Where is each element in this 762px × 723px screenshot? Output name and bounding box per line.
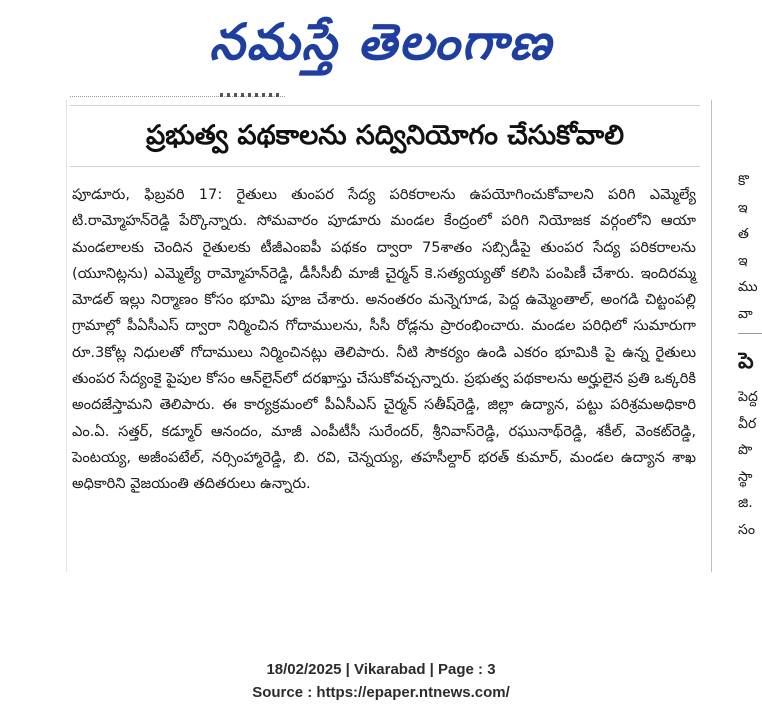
adjacent-headline: పె: [738, 349, 754, 374]
adjacent-divider: [738, 333, 762, 334]
previous-article-fragment: [70, 96, 285, 105]
adjacent-line: స్థా: [738, 468, 753, 485]
source-url: Source : https://epaper.ntnews.com/: [252, 684, 510, 701]
adjacent-column-fragment: [738, 168, 762, 543]
article-headline: ప్రభుత్వ పథకాలను సద్వినియోగం చేసుకోవాలి: [70, 105, 700, 167]
adjacent-line: ఇ: [738, 199, 748, 216]
adjacent-line: ఇ: [738, 252, 748, 269]
adjacent-line: వా: [738, 305, 753, 322]
adjacent-line: పెద్ద: [738, 389, 758, 405]
adjacent-line: త: [738, 226, 749, 242]
adjacent-line: సం: [738, 521, 755, 538]
adjacent-line: కొ: [738, 173, 749, 189]
edition-info: 18/02/2025 | Vikarabad | Page : 3: [266, 661, 496, 678]
newspaper-masthead: నమస్తే తెలంగాణ: [209, 13, 553, 71]
article-body: పూడూరు, ఫిబ్రవరి 17: రైతులు తుంపర సేద్య పరికరాలను ఉపయోగించుకోవాలని పరిగి ఎమ్మెల్యే టి.రామ్మోహన్‌రెడ్డి పేర్కొన్నారు. సోమవారం పూడూరు మండల కేంద్రంలో పరిగి నియోజక వర్గంలోని ఆయా మండలాలకు చెందిన రైతులకు టీజీఎంఐపీ పథకం ద్వారా 75శాతం సబ్సిడీపై తుంపర సేద్య పరికరాలను (యూనిట్లను) ఎమ్మెల్యే రామ్మోహన్‌రెడ్డి, డీసీసీబీ మాజీ చైర్మన్ కె.సత్యయ్యతో కలిసి పంపిణీ చేశారు. ఇందిరమ్మ మోడల్ ఇల్లు నిర్మాణం కోసం భూమి పూజ చేశారు. అనంతరం మన్నెగూడ, పెద్ద ఉమ్మెంతాల్, అంగడి చిట్టంపల్లి గ్రామాల్లో పీఏసీఎస్ ద్వారా నిర్మించిన గోదాములను, సీసీ రోడ్లను ప్రారంభించారు. మండల పరిధిలో సుమారుగా రూ.3కోట్ల నిధులతో గోదాములు నిర్మించినట్లు తెలిపారు. నీటి సౌకర్యం ఉండి ఎకరం భూమికి పై ఉన్న రైతులు తుంపర సేద్యంకై పైపుల కోసం ఆన్‌లైన్‌లో దరఖాస్తు చేసుకోవచ్చన్నారు. ప్రభుత్వ పథకాలను అర్హులైన ప్రతి ఒక్కరికి అందజేస్తామని తెలిపారు. ఈ కార్యక్రమంలో పీఏసీఎస్ చైర్మన్ సతీష్‌రెడ్డి, జిల్లా ఉద్యాన, పట్టు పరిశ్రమఅధికారి ఎం.ఏ. సత్తర్, కడ్మూర్ ఆనందం, మాజీ ఎంపీటీసీ సురేందర్, శ్రీనివాస్‌రెడ్డి, రఘునాథ్‌రెడ్డి, శకీల్, వెంకట్‌రెడ్డి, పెంటయ్య, అజీంపటేల్, నర్సింహ్మారెడ్డి, బి. రవి, చెన్నయ్య, తహసీల్దార్ భరత్ కుమార్, మండల ఉద్యాన శాఖ అధికారిని వైజయంతి తదితరులు ఉన్నారు.: [72, 186, 696, 493]
clipped-text-fragment: [220, 93, 280, 97]
column-divider-right: [711, 100, 712, 572]
news-article: [70, 105, 700, 498]
adjacent-line: వీర: [738, 415, 757, 432]
adjacent-line: పొ: [738, 442, 753, 458]
page-footer: [0, 658, 762, 704]
adjacent-line: ము: [738, 279, 758, 295]
adjacent-line: జి.: [738, 495, 753, 511]
column-divider-left: [66, 100, 67, 572]
